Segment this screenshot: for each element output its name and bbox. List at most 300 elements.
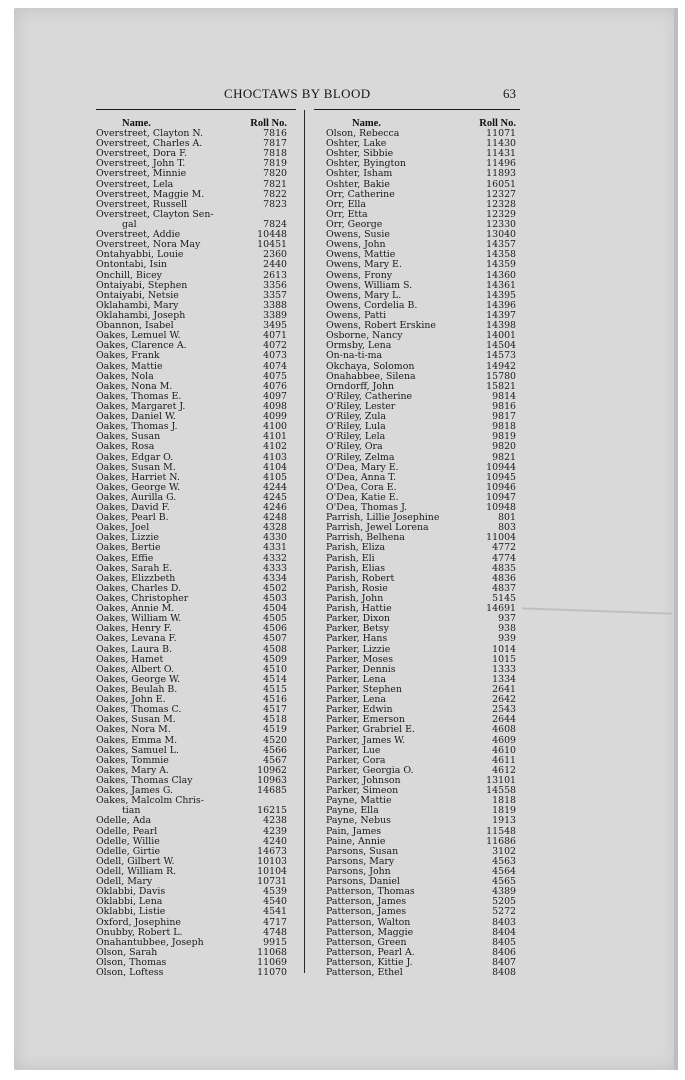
roll-number: 1015 <box>492 653 516 665</box>
roll-number: 801 <box>498 512 516 524</box>
member-name: Parish, Elias <box>326 562 386 574</box>
member-name: Owens, John <box>326 239 386 251</box>
roll-number: 12330 <box>486 218 516 230</box>
roll-number: 4506 <box>263 623 287 635</box>
roll-number: 7818 <box>263 148 287 160</box>
member-name: Pain, James <box>326 825 382 837</box>
roll-number: 7824 <box>263 218 287 230</box>
roster-row <box>326 260 518 270</box>
name-header: Name. <box>122 118 151 129</box>
roll-number: 4239 <box>263 825 287 837</box>
roll-number: 2440 <box>263 259 287 271</box>
roll-number: 4076 <box>263 380 287 392</box>
member-name: Parker, Dixon <box>326 613 391 625</box>
page-header <box>14 86 678 104</box>
roll-number: 4510 <box>263 663 287 675</box>
member-name: Overstreet, Lela <box>96 178 174 190</box>
member-name: Oakes, George W. <box>96 481 180 493</box>
roll-number: 8406 <box>492 946 516 958</box>
roll-number: 11070 <box>257 967 287 979</box>
roll-number: 4717 <box>263 916 287 928</box>
member-name: tian <box>122 805 141 817</box>
roll-number: 14361 <box>486 279 516 291</box>
member-name: Parish, John <box>326 593 384 605</box>
member-name: Oakes, Samuel L. <box>96 744 179 756</box>
member-name: Overstreet, Maggie M. <box>96 188 205 200</box>
roll-number: 2543 <box>492 704 516 716</box>
member-name: Owens, Mary L. <box>326 289 402 301</box>
member-name: Ontaiyabi, Netsie <box>96 289 179 301</box>
member-name: Parrish, Lillie Josephine <box>326 512 440 524</box>
roll-number: 1014 <box>492 643 516 655</box>
member-name: Oakes, Charles D. <box>96 582 182 594</box>
member-name: Oakes, Beulah B. <box>96 684 178 696</box>
member-name: Oakes, Thomas E. <box>96 390 182 402</box>
member-name: Oakes, David F. <box>96 502 170 514</box>
member-name: Parker, Stephen <box>326 684 402 696</box>
member-name: Oakes, Joel <box>96 522 150 534</box>
roll-number: 4608 <box>492 724 516 736</box>
roll-number: 14685 <box>257 785 287 797</box>
member-name: Parker, Grabriel E. <box>326 724 415 736</box>
member-name: Orndorff, John <box>326 380 395 392</box>
roll-number: 5145 <box>492 593 516 605</box>
member-name: Parker, Lena <box>326 673 386 685</box>
roll-number: 10948 <box>486 502 516 514</box>
roll-number: 4540 <box>263 896 287 908</box>
roll-number: 4097 <box>263 390 287 402</box>
roll-number: 4103 <box>263 451 287 463</box>
roll-number: 4541 <box>263 906 287 918</box>
roll-number: 2644 <box>492 714 516 726</box>
member-name: Oshter, Isham <box>326 168 393 180</box>
roll-number: 14001 <box>486 330 516 342</box>
roster-row <box>326 442 518 452</box>
roll-number: 4514 <box>263 673 287 685</box>
member-name: O'Riley, Lela <box>326 431 386 443</box>
roll-number: 5205 <box>492 896 516 908</box>
roll-number: 16051 <box>486 178 516 190</box>
roll-number: 4332 <box>263 552 287 564</box>
roll-number: 4508 <box>263 643 287 655</box>
roll-number: 14358 <box>486 249 516 261</box>
roll-number: 4073 <box>263 350 287 362</box>
roll-number: 15821 <box>486 380 516 392</box>
member-name: Parker, Simeon <box>326 785 399 797</box>
roll-number: 4389 <box>492 886 516 898</box>
roll-number: 14357 <box>486 239 516 251</box>
member-name: Parker, Hans <box>326 633 388 645</box>
member-name: Oakes, Margaret J. <box>96 400 186 412</box>
member-name: Overstreet, Clayton Sen- <box>96 208 214 220</box>
member-name: Oakes, Harriet N. <box>96 471 180 483</box>
roll-number: 10944 <box>486 461 516 473</box>
member-name: O'Riley, Zula <box>326 411 387 423</box>
right-header-rule <box>314 109 520 110</box>
member-name: Oakes, Nola <box>96 370 154 382</box>
member-name: Oakes, Edgar O. <box>96 451 174 463</box>
roster-row <box>96 968 289 978</box>
roll-number: 1819 <box>492 805 516 817</box>
roll-number: 10962 <box>257 764 287 776</box>
roll-number: 2613 <box>263 269 287 281</box>
roll-number: 10451 <box>257 239 287 251</box>
member-name: gal <box>122 218 137 230</box>
member-name: Oklahambi, Joseph <box>96 309 186 321</box>
member-name: Patterson, Kittie J. <box>326 956 413 968</box>
member-name: Parish, Rosie <box>326 582 388 594</box>
member-name: Owens, Frony <box>326 269 393 281</box>
member-name: Oakes, George W. <box>96 673 180 685</box>
member-name: Owens, Susie <box>326 229 390 241</box>
roll-number: 4333 <box>263 562 287 574</box>
roll-number: 5272 <box>492 906 516 918</box>
member-name: Parker, Cora <box>326 754 386 766</box>
member-name: Oakes, Susan M. <box>96 714 176 726</box>
roster-row <box>96 351 289 361</box>
member-name: Parker, Lizzie <box>326 643 391 655</box>
roll-number: 14573 <box>486 350 516 362</box>
roll-number: 4104 <box>263 461 287 473</box>
roll-number: 10963 <box>257 775 287 786</box>
roll-header: Roll No. <box>479 118 516 129</box>
member-name: Overstreet, John T. <box>96 158 186 170</box>
member-name: Oakes, Elizzbeth <box>96 572 176 584</box>
roll-number: 4507 <box>263 633 287 645</box>
roll-number: 4837 <box>492 582 516 594</box>
roster-row <box>326 968 518 978</box>
roll-number: 8403 <box>492 916 516 928</box>
roll-header: Roll No. <box>250 118 287 129</box>
roll-number: 8408 <box>492 967 516 979</box>
member-name: O'Riley, Zelma <box>326 451 395 463</box>
roll-number: 11069 <box>257 956 287 968</box>
page-edge <box>674 8 678 1070</box>
member-name: Oakes, Rosa <box>96 441 155 453</box>
roll-number: 9915 <box>263 936 287 948</box>
member-name: Odell, William R. <box>96 865 177 877</box>
member-name: Ontahyabbi, Louie <box>96 249 184 261</box>
member-name: Onahabbee, Silena <box>326 370 416 382</box>
left-column <box>96 118 289 978</box>
roll-number: 4567 <box>263 754 287 766</box>
member-name: Olson, Loftess <box>96 967 164 979</box>
roll-number: 1333 <box>492 663 516 675</box>
member-name: Oakes, Daniel W. <box>96 411 176 423</box>
member-name: Odell, Mary <box>96 876 153 888</box>
right-column <box>326 118 518 978</box>
member-name: O'Riley, Lula <box>326 421 386 433</box>
roll-number: 9821 <box>492 451 516 463</box>
member-name: Ormsby, Lena <box>326 340 392 352</box>
member-name: Parker, Georgia O. <box>326 764 414 776</box>
roll-number: 8404 <box>492 926 516 938</box>
member-name: Parker, Emerson <box>326 714 405 726</box>
member-name: Parker, Betsy <box>326 623 389 635</box>
roll-number: 9818 <box>492 421 516 433</box>
roll-number: 4100 <box>263 421 287 433</box>
member-name: Parrish, Belhena <box>326 532 405 544</box>
member-name: Oklabbi, Davis <box>96 886 166 898</box>
member-name: Olson, Thomas <box>96 956 167 968</box>
roll-number: 4334 <box>263 572 287 584</box>
member-name: Patterson, Ethel <box>326 967 403 979</box>
roll-number: 4074 <box>263 360 287 372</box>
member-name: Paine, Annie <box>326 835 386 847</box>
member-name: Patterson, Maggie <box>326 926 414 938</box>
member-name: Parish, Eli <box>326 552 375 564</box>
roll-number: 2642 <box>492 694 516 706</box>
member-name: Oakes, Sarah E. <box>96 562 173 574</box>
roll-number: 9820 <box>492 441 516 453</box>
roll-number: 4505 <box>263 613 287 625</box>
member-name: Oakes, Christopher <box>96 593 189 605</box>
member-name: Onahantubbee, Joseph <box>96 936 204 948</box>
member-name: Oakes, Effie <box>96 552 154 564</box>
roll-number: 4245 <box>263 491 287 503</box>
member-name: Overstreet, Russell <box>96 198 188 210</box>
member-name: Oakes, Lizzie <box>96 532 159 544</box>
roll-number: 10104 <box>257 865 287 877</box>
roll-number: 4105 <box>263 471 287 483</box>
member-name: Overstreet, Addie <box>96 229 181 241</box>
member-name: Oakes, Nora M. <box>96 724 171 736</box>
roll-number: 13101 <box>486 775 516 786</box>
member-name: O'Dea, Anna T. <box>326 471 397 483</box>
member-name: Oshter, Lake <box>326 138 387 150</box>
member-name: Patterson, James <box>326 896 407 908</box>
member-name: Owens, Cordelia B. <box>326 299 418 311</box>
member-name: Parsons, Susan <box>326 845 399 857</box>
roll-number: 7822 <box>263 188 287 200</box>
roll-number: 14397 <box>486 309 516 321</box>
roll-number: 12328 <box>486 198 516 210</box>
member-name: Owens, Patti <box>326 309 387 321</box>
member-name: Obannon, Isabel <box>96 320 174 332</box>
member-name: Oakes, Hamet <box>96 653 164 665</box>
roll-number: 10103 <box>257 855 287 867</box>
member-name: Orr, Ella <box>326 198 367 210</box>
member-name: Parker, James W. <box>326 734 406 746</box>
roll-number: 13040 <box>486 229 516 241</box>
member-name: On-na-ti-ma <box>326 350 383 362</box>
roll-number: 3495 <box>263 320 287 332</box>
member-name: Oakes, Clarence A. <box>96 340 187 352</box>
member-name: Oklabbi, Listie <box>96 906 166 918</box>
member-name: Oakes, Pearl B. <box>96 512 169 524</box>
member-name: Owens, William S. <box>326 279 413 291</box>
member-name: Oakes, Tommie <box>96 754 169 766</box>
member-name: Onchill, Bicey <box>96 269 162 281</box>
member-name: Ontontabi, Isin <box>96 259 168 271</box>
member-name: Oklabbi, Lena <box>96 896 163 908</box>
member-name: Oakes, James G. <box>96 785 173 797</box>
roll-number: 11496 <box>486 158 516 170</box>
roll-number: 2641 <box>492 684 516 696</box>
roll-number: 4609 <box>492 734 516 746</box>
member-name: Odelle, Ada <box>96 815 152 827</box>
roll-number: 4248 <box>263 512 287 524</box>
member-name: Oakes, Laura B. <box>96 643 173 655</box>
roll-number: 4101 <box>263 431 287 443</box>
roll-number: 1818 <box>492 795 516 807</box>
roll-number: 14691 <box>486 603 516 615</box>
member-name: Payne, Mattie <box>326 795 392 807</box>
member-name: Oakes, Emma M. <box>96 734 178 746</box>
member-name: Parker, Edwin <box>326 704 393 716</box>
member-name: Patterson, James <box>326 906 407 918</box>
page-number: 63 <box>503 86 516 101</box>
roll-number: 14360 <box>486 269 516 281</box>
roster-row <box>96 260 289 270</box>
paper-tear <box>522 607 672 614</box>
roll-number: 11004 <box>486 532 516 544</box>
member-name: Patterson, Green <box>326 936 407 948</box>
roll-number: 4539 <box>263 886 287 898</box>
roll-number: 4504 <box>263 603 287 615</box>
roll-number: 4328 <box>263 522 287 534</box>
roll-number: 10945 <box>486 471 516 483</box>
roll-number: 4835 <box>492 562 516 574</box>
member-name: Parsons, Mary <box>326 855 395 867</box>
roll-number: 4246 <box>263 502 287 514</box>
member-name: Oakes, William W. <box>96 613 182 625</box>
roll-number: 4515 <box>263 684 287 696</box>
roll-number: 803 <box>498 522 516 534</box>
roll-number: 14359 <box>486 259 516 271</box>
document-page <box>14 8 678 1070</box>
roll-number: 11068 <box>257 946 287 958</box>
member-name: Oakes, Frank <box>96 350 160 362</box>
roll-number: 14504 <box>486 340 516 352</box>
roll-number: 4610 <box>492 744 516 756</box>
roll-number: 4748 <box>263 926 287 938</box>
member-name: Oakes, Levana F. <box>96 633 177 645</box>
member-name: Overstreet, Charles A. <box>96 138 203 150</box>
roll-number: 3388 <box>263 299 287 311</box>
member-name: Ontaiyabi, Stephen <box>96 279 188 291</box>
member-name: Patterson, Thomas <box>326 886 415 898</box>
roll-number: 15780 <box>486 370 516 382</box>
member-name: Odell, Gilbert W. <box>96 855 175 867</box>
member-name: Oakes, Thomas J. <box>96 421 178 433</box>
roll-number: 14395 <box>486 289 516 301</box>
member-name: Parish, Robert <box>326 572 395 584</box>
member-name: Oakes, Susan <box>96 431 161 443</box>
roll-number: 9816 <box>492 400 516 412</box>
member-name: Odelle, Willie <box>96 835 160 847</box>
roll-number: 939 <box>498 633 516 645</box>
roll-number: 7823 <box>263 198 287 210</box>
roster-row <box>96 442 289 452</box>
member-name: O'Riley, Ora <box>326 441 383 453</box>
roll-number: 12329 <box>486 208 516 220</box>
roll-number: 4520 <box>263 734 287 746</box>
roll-number: 8405 <box>492 936 516 948</box>
member-name: Patterson, Pearl A. <box>326 946 415 958</box>
member-name: O'Dea, Cora E. <box>326 481 397 493</box>
member-name: Owens, Mattie <box>326 249 396 261</box>
name-header: Name. <box>352 118 381 129</box>
member-name: Oakes, Mattie <box>96 360 163 372</box>
roll-number: 9814 <box>492 390 516 402</box>
column-divider <box>304 110 305 973</box>
member-name: Oklahambi, Mary <box>96 299 179 311</box>
roll-number: 3356 <box>263 279 287 291</box>
roll-number: 4612 <box>492 764 516 776</box>
roll-number: 7816 <box>263 128 287 139</box>
roll-number: 1334 <box>492 673 516 685</box>
roll-number: 7819 <box>263 158 287 170</box>
member-name: O'Dea, Katie E. <box>326 491 399 503</box>
roll-number: 7817 <box>263 138 287 150</box>
member-name: Payne, Nebus <box>326 815 391 827</box>
roll-number: 4566 <box>263 744 287 756</box>
roll-number: 3357 <box>263 289 287 301</box>
roll-number: 938 <box>498 623 516 635</box>
member-name: Overstreet, Clayton N. <box>96 128 203 139</box>
roll-number: 4516 <box>263 694 287 706</box>
roll-number: 4564 <box>492 865 516 877</box>
member-name: Orr, Catherine <box>326 188 395 200</box>
roll-number: 4772 <box>492 542 516 554</box>
member-name: Oakes, Henry F. <box>96 623 172 635</box>
roll-number: 11893 <box>486 168 516 180</box>
roll-number: 16215 <box>257 805 287 817</box>
roll-number: 4517 <box>263 704 287 716</box>
member-name: Oakes, Albert O. <box>96 663 174 675</box>
roster-row <box>96 907 289 917</box>
roll-number: 4075 <box>263 370 287 382</box>
member-name: Parish, Hattie <box>326 603 392 615</box>
roll-number: 4072 <box>263 340 287 352</box>
roster-row <box>326 907 518 917</box>
roll-number: 11548 <box>486 825 516 837</box>
roll-number: 10946 <box>486 481 516 493</box>
roll-number: 4563 <box>492 855 516 867</box>
member-name: Overstreet, Nora May <box>96 239 201 251</box>
roll-number: 4098 <box>263 400 287 412</box>
roll-number: 4519 <box>263 724 287 736</box>
member-name: Parrish, Jewel Lorena <box>326 522 429 534</box>
member-name: O'Riley, Catherine <box>326 390 413 402</box>
member-name: O'Dea, Mary E. <box>326 461 399 473</box>
roll-number: 11430 <box>486 138 516 150</box>
roll-number: 937 <box>498 613 516 625</box>
roll-number: 11431 <box>486 148 516 160</box>
member-name: Oxford, Josephine <box>96 916 181 928</box>
roll-number: 4503 <box>263 593 287 605</box>
roll-number: 7821 <box>263 178 287 190</box>
member-name: Oakes, Bertie <box>96 542 161 554</box>
roll-number: 7820 <box>263 168 287 180</box>
roll-number: 8407 <box>492 956 516 968</box>
roll-number: 2360 <box>263 249 287 261</box>
roll-number: 14396 <box>486 299 516 311</box>
member-name: Oakes, Aurilla G. <box>96 491 177 503</box>
member-name: Owens, Robert Erskine <box>326 320 436 332</box>
roster-row <box>326 351 518 361</box>
member-name: Odelle, Girtie <box>96 845 161 857</box>
roll-number: 14942 <box>486 360 516 372</box>
member-name: Oakes, John E. <box>96 694 166 706</box>
roll-number: 10731 <box>257 876 287 888</box>
member-name: Owens, Mary E. <box>326 259 402 271</box>
member-name: Parish, Eliza <box>326 542 386 554</box>
member-name: Patterson, Walton <box>326 916 411 928</box>
roll-number: 9817 <box>492 411 516 423</box>
member-name: Parker, Moses <box>326 653 394 665</box>
